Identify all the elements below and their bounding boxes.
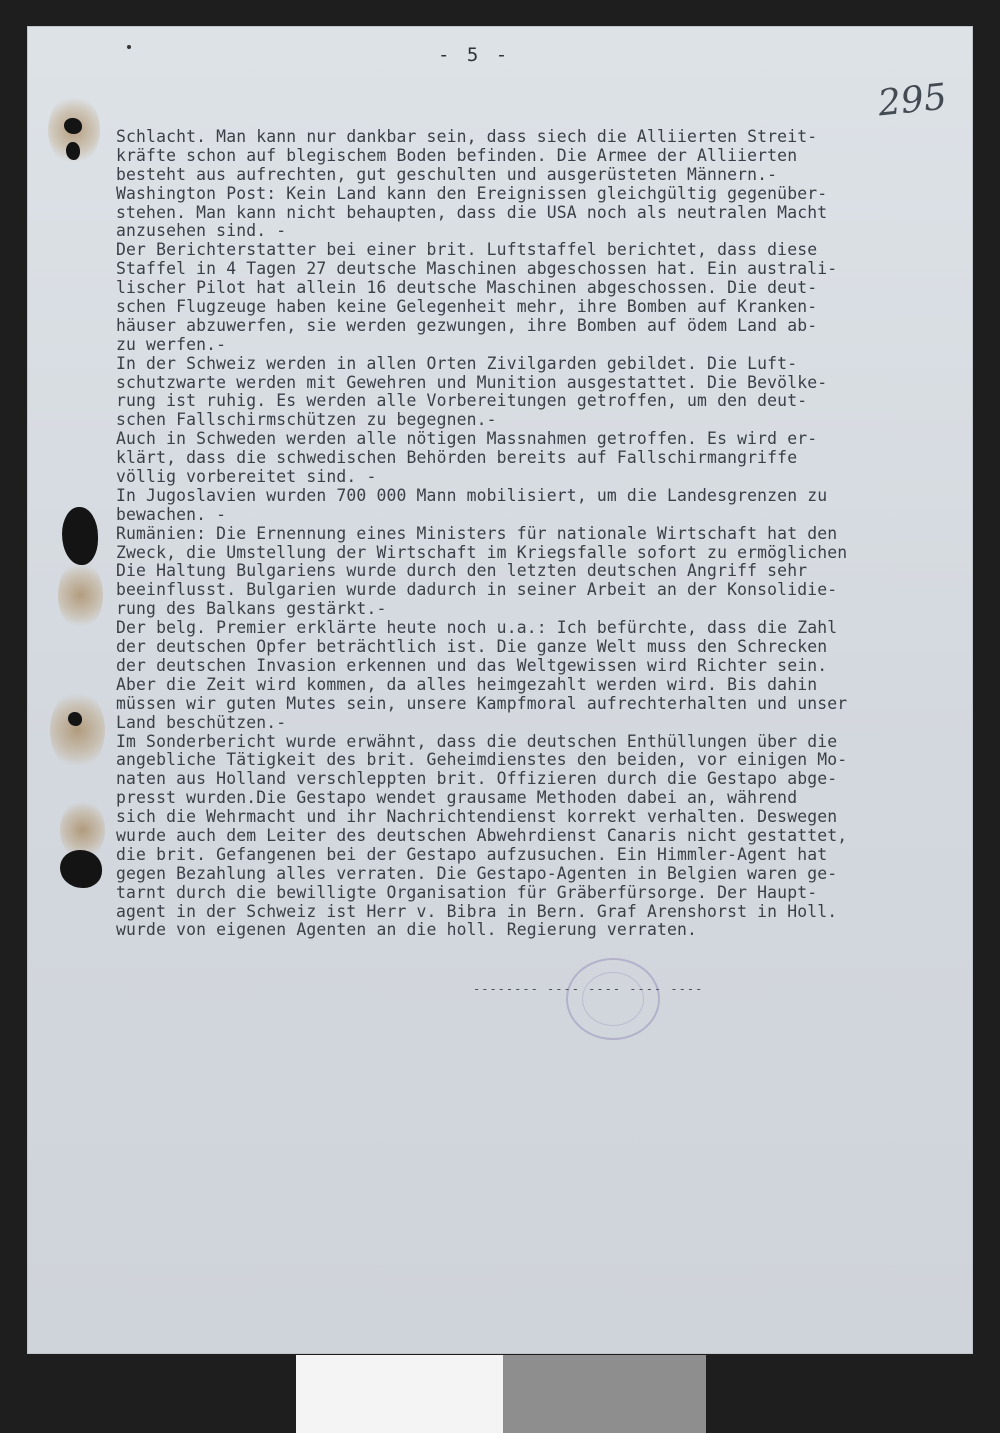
text-line: lischer Pilot hat allein 16 deutsche Maschinen abgeschossen. Die deut- — [116, 278, 818, 298]
text-line: Die Haltung Bulgariens wurde durch den letzten deutschen Angriff sehr — [116, 561, 808, 581]
page-number: - 5 - — [438, 44, 511, 66]
text-line: Land beschützen.- — [116, 712, 287, 732]
text-line: rung des Balkans gestärkt.- — [116, 599, 387, 619]
text-line: völlig vorbereitet sind. - — [116, 467, 377, 487]
text-line: agent in der Schweiz ist Herr v. Bibra in Bern. Graf Arenshorst in Holl. — [116, 901, 838, 921]
text-line: Aber die Zeit wird kommen, da alles heimgezahlt werden wird. Bis dahin — [116, 674, 818, 694]
white-mount-card — [296, 1355, 503, 1433]
text-line: In Jugoslavien wurden 700 000 Mann mobilisiert, um die Landesgrenzen zu — [116, 485, 828, 505]
text-line: Zweck, die Umstellung der Wirtschaft im Kriegsfalle sofort zu ermöglichen — [116, 542, 848, 562]
text-line: Der Berichterstatter bei einer brit. Luftstaffel berichtet, dass diese — [116, 240, 818, 260]
text-line: Washington Post: Kein Land kann den Ereignissen gleichgültig gegenüber- — [116, 183, 828, 203]
text-line: presst wurden.Die Gestapo wendet grausame Methoden dabei an, während — [116, 788, 798, 808]
text-line: wurde auch dem Leiter des deutschen Abwehrdienst Canaris nicht gestattet, — [116, 825, 848, 845]
archive-number-handwritten: 295 — [876, 76, 949, 125]
text-line: Auch in Schweden werden alle nötigen Massnahmen getroffen. Es wird er- — [116, 429, 818, 449]
faded-stamp — [566, 958, 660, 1040]
text-line: schutzwarte werden mit Gewehren und Munition ausgestattet. Die Bevölke- — [116, 372, 828, 392]
text-line: naten aus Holland verschleppten brit. Offizieren durch die Gestapo abge- — [116, 769, 838, 789]
text-line: der deutschen Opfer beträchtlich ist. Die ganze Welt muss den Schrecken — [116, 637, 828, 657]
text-line: wurde von eigenen Agenten an die holl. Regierung verraten. — [116, 920, 698, 940]
text-line: sich die Wehrmacht und ihr Nachrichtendienst korrekt verhalten. Deswegen — [116, 807, 838, 827]
text-line: In der Schweiz werden in allen Orten Zivilgarden gebildet. Die Luft- — [116, 353, 798, 373]
punch-hole — [62, 507, 98, 565]
text-line: Rumänien: Die Ernennung eines Ministers für nationale Wirtschaft hat den — [116, 523, 838, 543]
text-line: Schlacht. Man kann nur dankbar sein, dass siech die Alliierten Streit- — [116, 127, 818, 146]
text-line: häuser abzuwerfen, sie werden gezwungen, ihre Bomben auf ödem Land ab- — [116, 315, 818, 335]
typewritten-text — [116, 128, 976, 940]
gray-mount-card — [503, 1355, 706, 1433]
punch-hole — [66, 142, 80, 160]
rust-stain — [50, 690, 105, 770]
text-line: stehen. Man kann nicht behaupten, dass die USA noch als neutralen Macht — [116, 202, 828, 222]
text-line: rung ist ruhig. Es werden alle Vorbereitungen getroffen, um den deut- — [116, 391, 808, 411]
text-line: schen Flugzeuge haben keine Gelegenheit mehr, ihre Bomben auf Kranken- — [116, 297, 818, 317]
text-line: Staffel in 4 Tagen 27 deutsche Maschinen abgeschossen hat. Ein australi- — [116, 259, 838, 279]
punch-hole — [68, 712, 82, 726]
text-line: müssen wir guten Mutes sein, unsere Kampfmoral aufrechterhalten und unser — [116, 693, 848, 713]
text-line: klärt, dass die schwedischen Behörden bereits auf Fallschirmangriffe — [116, 448, 798, 468]
text-line: Im Sonderbericht wurde erwähnt, dass die deutschen Enthüllungen über die — [116, 731, 838, 751]
text-line: beeinflusst. Bulgarien wurde dadurch in seiner Arbeit an der Konsolidie- — [116, 580, 838, 600]
text-line: bewachen. - — [116, 504, 227, 524]
text-line: Der belg. Premier erklärte heute noch u.a.: Ich befürchte, dass die Zahl — [116, 618, 838, 638]
text-line: die brit. Gefangenen bei der Gestapo aufzusuchen. Ein Himmler-Agent hat — [116, 844, 828, 864]
text-line: schen Fallschirmschützen zu begegnen.- — [116, 410, 497, 430]
text-line: kräfte schon auf blegischem Boden befinden. Die Armee der Alliierten — [116, 145, 798, 165]
text-line: zu werfen.- — [116, 334, 227, 354]
rust-stain — [58, 560, 103, 630]
text-line: anzusehen sind. - — [116, 221, 287, 241]
text-line: tarnt durch die bewilligte Organisation für Gräberfürsorge. Der Haupt- — [116, 882, 818, 902]
ink-dot — [127, 45, 131, 49]
punch-hole — [64, 118, 82, 134]
text-line: angebliche Tätigkeit des brit. Geheimdienstes den beiden, vor einigen Mo- — [116, 750, 848, 770]
text-line: besteht aus aufrechten, gut geschulten und ausgerüsteten Männern.- — [116, 164, 778, 184]
text-line: der deutschen Invasion erkennen und das Weltgewissen wird Richter sein. — [116, 655, 828, 675]
separator-line: -------- ---- ---- ---- ---- — [473, 982, 704, 996]
punch-hole — [60, 850, 102, 888]
text-line: gegen Bezahlung alles verraten. Die Gestapo-Agenten in Belgien waren ge- — [116, 863, 838, 883]
